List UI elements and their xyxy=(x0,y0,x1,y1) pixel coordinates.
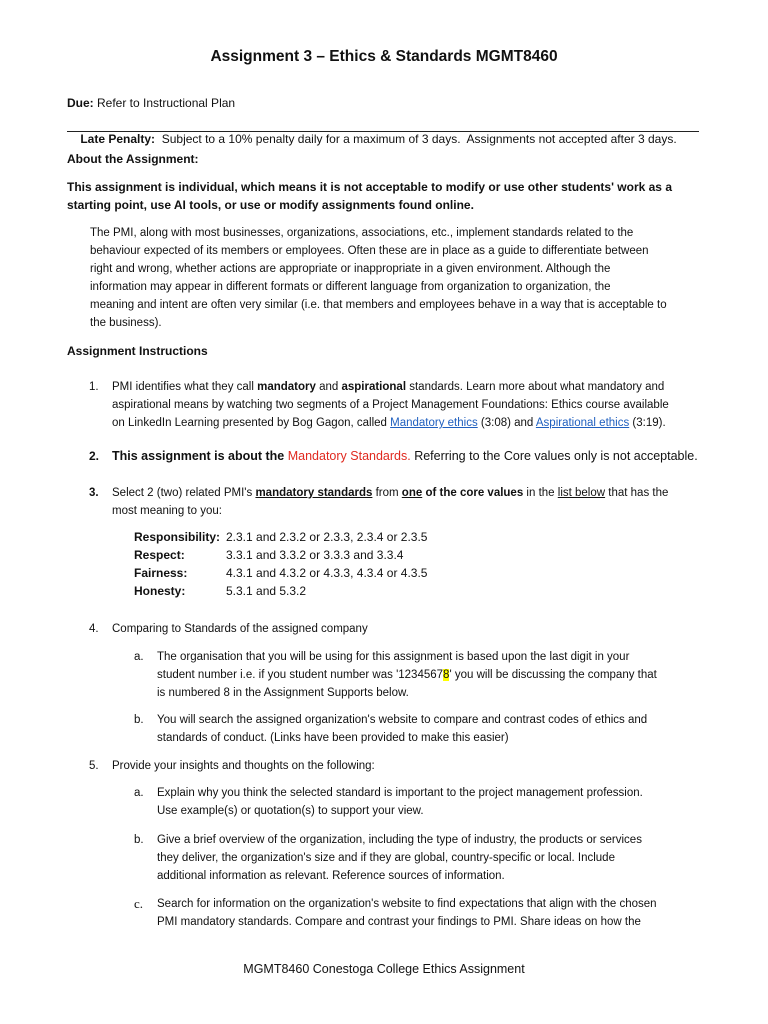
item-3-list-below: list below xyxy=(557,487,606,499)
due-label: Due: xyxy=(67,96,94,110)
item-5b-letter: b. xyxy=(134,834,144,846)
standards-table xyxy=(134,530,427,602)
highlighted-digit: 8 xyxy=(443,669,450,681)
page-title: Assignment 3 – Ethics & Standards MGMT8460 xyxy=(210,48,558,65)
item-1-line-3b: (3:08) and xyxy=(477,417,536,429)
item-5c-line-1: Search for information on the organization's website to find expectations that align with the chosen xyxy=(157,898,657,910)
aspirational-ethics-link[interactable]: Aspirational ethics xyxy=(535,417,630,429)
item-4a-line-2a: student number i.e. if you student number was '1234567 xyxy=(157,669,444,681)
item-2-text-a: This assignment is about the xyxy=(112,449,288,463)
item-1-bold-mandatory: mandatory xyxy=(257,381,316,393)
standard-key: Fairness: xyxy=(134,566,188,580)
item-2-text-b: Referring to the Core values only is not acceptable. xyxy=(410,449,698,463)
table-row xyxy=(134,584,427,602)
item-5a-line-2: Use example(s) or quotation(s) to support your view. xyxy=(157,805,424,817)
standard-value: 2.3.1 and 2.3.2 or 2.3.3, 2.3.4 or 2.3.5 xyxy=(226,530,428,544)
standard-key: Honesty: xyxy=(134,584,186,598)
item-4a-line-2b: ' you will be discussing the company that xyxy=(449,669,657,681)
about-heading: About the Assignment: xyxy=(67,152,199,166)
table-row xyxy=(134,530,427,548)
item-2-mandatory-standards: Mandatory Standards. xyxy=(287,449,411,463)
standard-value: 3.3.1 and 3.3.2 or 3.3.3 and 3.3.4 xyxy=(226,548,404,562)
item-4-number: 4. xyxy=(89,623,99,635)
item-4b-letter: b. xyxy=(134,714,144,726)
item-4a-line-1: The organisation that you will be using for this assignment is based upon the last digit in your xyxy=(157,651,630,663)
standard-value: 5.3.1 and 5.3.2 xyxy=(226,584,307,598)
item-3-line-2: most meaning to you: xyxy=(112,505,222,517)
standard-key: Responsibility: xyxy=(134,530,221,544)
item-5-text: Provide your insights and thoughts on the following: xyxy=(112,760,375,772)
item-3-one: one xyxy=(401,487,423,499)
due-text: Refer to Instructional Plan xyxy=(93,96,236,110)
item-5b-line-2: they deliver, the organization's size and if they are global, country-specific or local. Include xyxy=(157,852,615,864)
item-5c-text xyxy=(157,895,657,931)
item-1-text xyxy=(112,378,669,432)
mandatory-ethics-link[interactable]: Mandatory ethics xyxy=(390,417,478,429)
late-label: Late Penalty: xyxy=(80,132,156,146)
late-text: Subject to a 10% penalty daily for a maximum of 3 days. Assignments not accepted after 3 days. xyxy=(155,132,677,146)
item-5a-line-1: Explain why you think the selected standard is important to the project management profession. xyxy=(157,787,643,799)
standard-value: 4.3.1 and 4.3.2 or 4.3.3, 4.3.4 or 4.3.5 xyxy=(226,566,428,580)
item-4b-text xyxy=(157,711,647,747)
item-1-text-d: standards. Learn more about what mandatory and xyxy=(406,381,665,393)
item-5b-line-3: additional information as relevant. Reference sources of information. xyxy=(157,870,505,882)
page-footer: MGMT8460 Conestoga College Ethics Assignment xyxy=(243,962,525,976)
item-5b-text xyxy=(157,831,642,885)
item-3-mandatory-standards: mandatory standards xyxy=(255,487,373,499)
about-para-line: behaviour expected of its members or employees. Often these are in place as a guide to differentiate between xyxy=(90,245,649,257)
item-3-text-a: Select 2 (two) related PMI's xyxy=(112,487,256,499)
item-1-line-3a: on LinkedIn Learning presented by Bog Gagon, called xyxy=(112,417,391,429)
item-4a-letter: a. xyxy=(134,651,144,663)
table-row xyxy=(134,566,427,584)
about-bold-line-1: This assignment is individual, which means it is not acceptable to modify or use other students' work as a xyxy=(67,180,672,194)
item-1-text-a: PMI identifies what they call xyxy=(112,381,258,393)
about-para-line: the business). xyxy=(90,317,162,329)
item-3-text xyxy=(112,484,668,520)
item-3-text-e: that has the xyxy=(605,487,669,499)
item-5-number: 5. xyxy=(89,760,99,772)
about-para-line: meaning and intent are often very similar (i.e. that members and employees behave in a way that is acceptable to xyxy=(90,299,667,311)
item-1-bold-aspirational: aspirational xyxy=(341,381,407,393)
item-3-core-values: of the core values xyxy=(422,487,524,499)
item-5c-line-2: PMI mandatory standards. Compare and contrast your findings to PMI. Share ideas on how the xyxy=(157,916,641,928)
item-1-number: 1. xyxy=(89,381,99,393)
about-para-line: The PMI, along with most businesses, organizations, associations, etc., implement standards related to the xyxy=(90,227,634,239)
due-line xyxy=(67,94,235,112)
divider xyxy=(67,131,699,132)
item-5a-text xyxy=(157,784,643,820)
item-2-text xyxy=(112,447,698,465)
item-4a-text xyxy=(157,648,657,702)
about-paragraph xyxy=(90,224,667,332)
item-3-number: 3. xyxy=(89,487,99,499)
item-5a-letter: a. xyxy=(134,787,144,799)
instructions-heading: Assignment Instructions xyxy=(67,344,208,358)
item-1-line-2: aspirational means by watching two segments of a Project Management Foundations: Ethics course available xyxy=(112,399,669,411)
table-row xyxy=(134,548,427,566)
item-4-text: Comparing to Standards of the assigned company xyxy=(112,623,368,635)
item-4a-line-3: is numbered 8 in the Assignment Supports below. xyxy=(157,687,409,699)
item-4b-line-2: standards of conduct. (Links have been provided to make this easier) xyxy=(157,732,509,744)
about-para-line: right and wrong, whether actions are appropriate or inappropriate in a given environment. Although the xyxy=(90,263,611,275)
item-4b-line-1: You will search the assigned organization's website to compare and contrast codes of ethics and xyxy=(157,714,648,726)
item-3-text-d: in the xyxy=(523,487,558,499)
item-5c-letter: c. xyxy=(134,896,144,911)
about-para-line: information may appear in different formats or different language from organization to organization, the xyxy=(90,281,611,293)
standard-key: Respect: xyxy=(134,548,185,562)
item-5b-line-1: Give a brief overview of the organization, including the type of industry, the products or services xyxy=(157,834,642,846)
about-bold-line-2: starting point, use AI tools, or use or modify assignments found online. xyxy=(67,198,474,212)
item-2-number: 2. xyxy=(89,449,100,463)
item-1-line-3c: (3:19). xyxy=(629,417,666,429)
item-3-text-b: from xyxy=(372,487,402,499)
item-1-text-c: and xyxy=(315,381,342,393)
